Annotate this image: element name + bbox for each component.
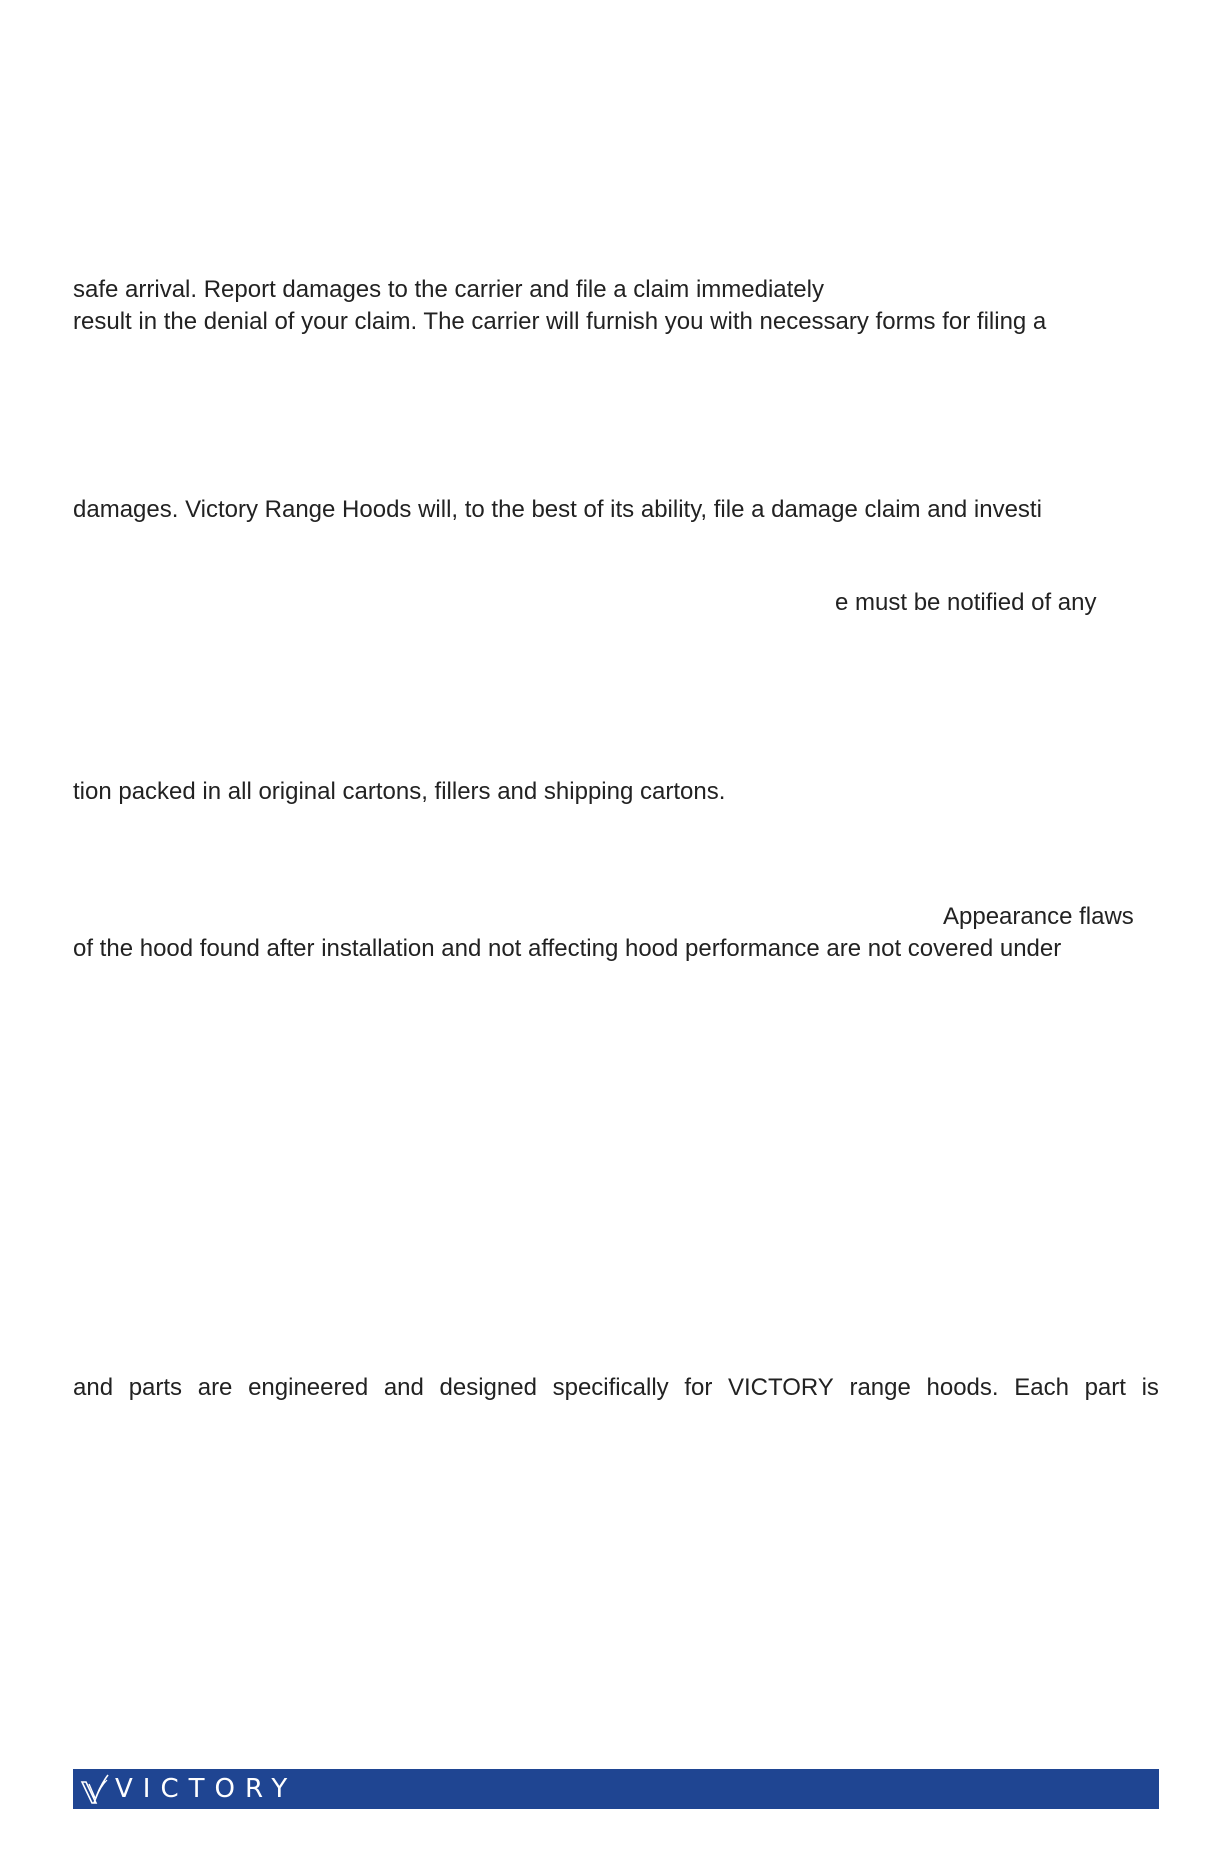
word: part [1084, 1374, 1126, 1401]
word: and [383, 1374, 424, 1401]
text-fragment-notified: e must be notified of any [835, 589, 1097, 616]
brand-wordmark: VICTORY [115, 1774, 298, 1804]
word: and [73, 1374, 114, 1401]
word: range [849, 1374, 911, 1401]
footer-brand-bar [73, 1769, 1159, 1809]
text-line-safe-arrival: safe arrival. Report damages to the carrier and file a claim immediately [73, 276, 824, 303]
text-line-denial: result in the denial of your claim. The carrier will furnish you with necessary forms for filing a [73, 308, 1047, 335]
victory-v-leaf-icon [79, 1772, 111, 1806]
word: for [684, 1374, 713, 1401]
word: hoods. [926, 1374, 999, 1401]
text-line-hood-found: of the hood found after installation and not affecting hood performance are not covered under [73, 935, 1062, 962]
word: specifically [552, 1374, 669, 1401]
word: parts [128, 1374, 183, 1401]
text-line-packed: tion packed in all original cartons, fillers and shipping cartons. [73, 778, 726, 805]
word: are [197, 1374, 233, 1401]
text-fragment-appearance: Appearance flaws [943, 903, 1134, 930]
word: is [1141, 1374, 1159, 1401]
word: designed [439, 1374, 537, 1401]
word: Each [1014, 1374, 1069, 1401]
word: engineered [248, 1374, 369, 1401]
text-line-parts [73, 1373, 1159, 1403]
text-line-damages: damages. Victory Range Hoods will, to the best of its ability, file a damage claim and investi [73, 496, 1042, 523]
word: VICTORY [727, 1374, 834, 1401]
